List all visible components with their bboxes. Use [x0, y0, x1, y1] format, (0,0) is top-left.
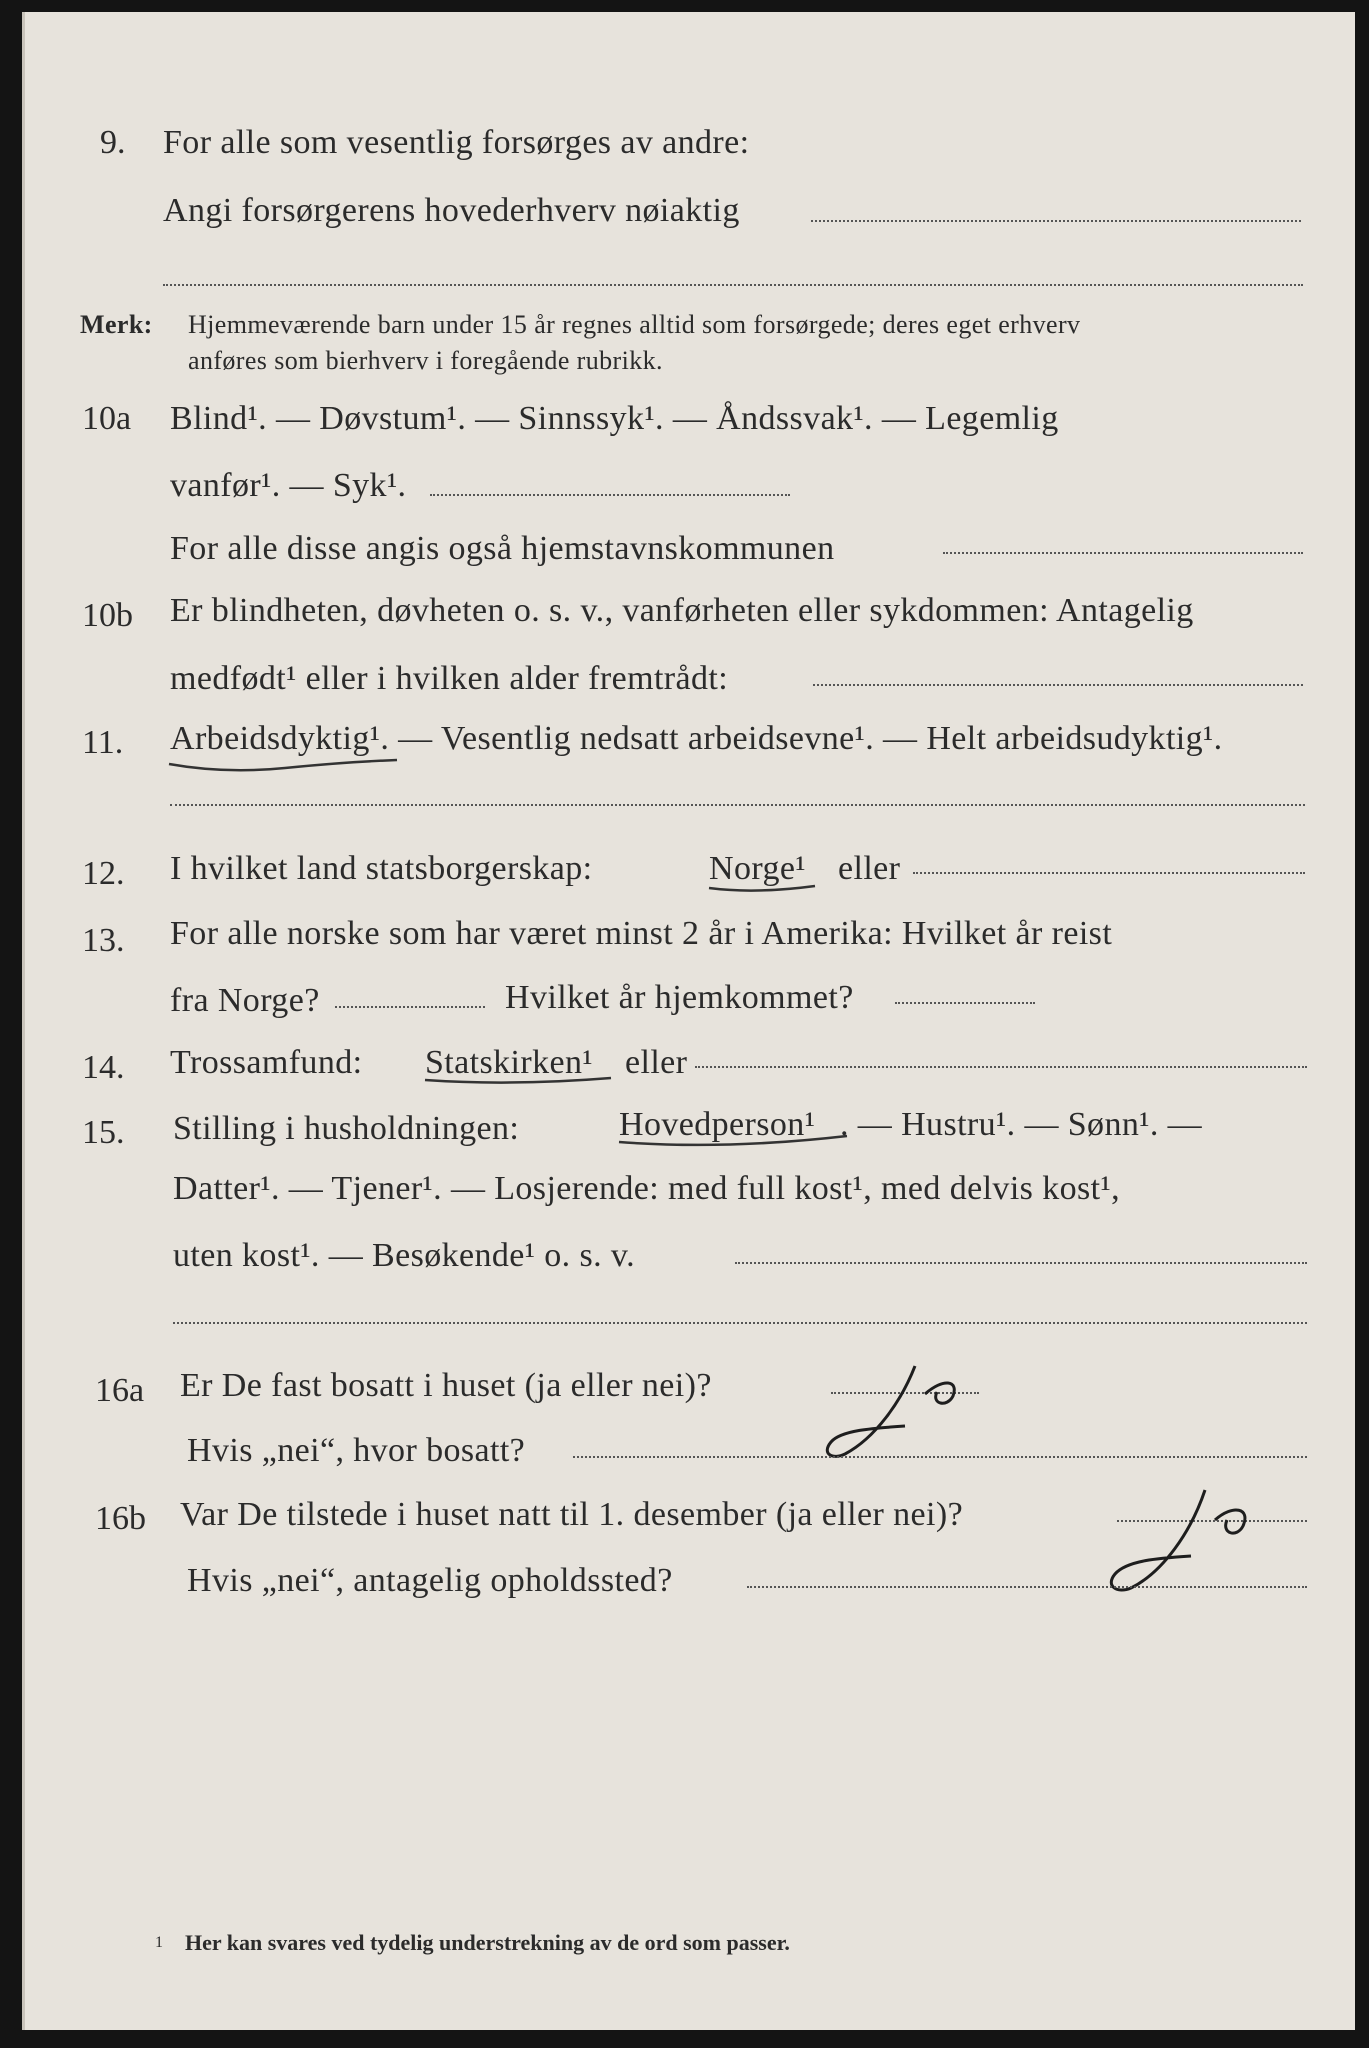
q13-line2b: Hvilket år hjemkommet? — [505, 979, 854, 1016]
q15-option-hovedperson[interactable]: Hovedperson¹ — [619, 1106, 816, 1143]
q14-pre: Trossamfund: — [170, 1044, 363, 1081]
q15-answer-field-2[interactable] — [173, 1322, 1307, 1324]
q14-option-statskirken[interactable]: Statskirken¹ — [425, 1044, 593, 1081]
q14-post: eller — [625, 1044, 688, 1081]
q15-rest1: . — Hustru¹. — Sønn¹. — — [840, 1106, 1203, 1143]
q10b-line2: medfødt¹ eller i hvilken alder fremtrådt: — [170, 660, 729, 697]
q10b-answer-field[interactable] — [813, 684, 1303, 686]
q15-pre: Stilling i husholdningen: — [173, 1110, 520, 1147]
q13-line2a: fra Norge? — [170, 982, 320, 1019]
q10a-line2: vanfør¹. — Syk¹. — [170, 467, 407, 504]
q11-underline-mark — [165, 734, 405, 774]
q16b-line1: Var De tilstede i huset natt til 1. desember (ja eller nei)? — [180, 1496, 964, 1533]
q16b-opholdssted-field[interactable] — [747, 1586, 1307, 1588]
q10a-line1: Blind¹. — Døvstum¹. — Sinnssyk¹. — Åndssvak¹. — Legemlig — [170, 400, 1059, 437]
q12-option-norge[interactable]: Norge¹ — [709, 850, 806, 887]
q9-answer-field-2[interactable] — [163, 284, 1303, 286]
q14-underline-mark — [421, 1064, 621, 1094]
census-form-page — [22, 12, 1355, 2030]
footnote-text: Her kan svares ved tydelig understrekning av de ord som passer. — [185, 1930, 790, 1955]
q11-number: 11. — [82, 724, 124, 761]
q11-answer-field[interactable] — [170, 804, 1305, 806]
q16b-number: 16b — [95, 1500, 146, 1537]
q16a-line2: Hvis „nei“, hvor bosatt? — [187, 1432, 526, 1469]
q9-number: 9. — [100, 124, 126, 161]
q16a-number: 16a — [95, 1372, 145, 1409]
q9-answer-field[interactable] — [811, 220, 1301, 222]
q16b-line2: Hvis „nei“, antagelig opholdssted? — [187, 1562, 673, 1599]
q12-underline-mark — [705, 870, 825, 900]
q10b-line1: Er blindheten, døvheten o. s. v., vanførheten eller sykdommen: Antagelig — [170, 592, 1194, 629]
q13-line1: For alle norske som har været minst 2 år i Amerika: Hvilket år reist — [170, 915, 1113, 952]
q15-line2: Datter¹. — Tjener¹. — Losjerende: med full kost¹, med delvis kost¹, — [173, 1170, 1120, 1207]
q10a-number: 10a — [82, 400, 132, 437]
merk-line1: Hjemmeværende barn under 15 år regnes alltid som forsørgede; deres eget erhverv — [188, 310, 1081, 339]
q9-line2: Angi forsørgerens hovederhverv nøiaktig — [163, 192, 740, 229]
q10a-syk-field[interactable] — [430, 494, 790, 496]
q14-number: 14. — [82, 1049, 125, 1086]
merk-label: Merk: — [80, 310, 153, 339]
q12-number: 12. — [82, 855, 125, 892]
q9-line1: For alle som vesentlig forsørges av andre: — [163, 124, 750, 161]
q12-answer-field[interactable] — [913, 872, 1305, 874]
q15-number: 15. — [82, 1114, 125, 1151]
merk-line2: anføres som bierhverv i foregående rubrikk. — [188, 346, 663, 375]
q12-post: eller — [838, 850, 901, 887]
q10a-line3: For alle disse angis også hjemstavnskommunen — [170, 530, 835, 567]
q16b-handwritten-answer — [1055, 1480, 1265, 1600]
q13-hjemkommet-field[interactable] — [895, 1002, 1035, 1004]
q10a-kommune-field[interactable] — [943, 552, 1303, 554]
q15-answer-field[interactable] — [735, 1262, 1307, 1264]
q16a-line1: Er De fast bosatt i huset (ja eller nei)? — [180, 1367, 712, 1404]
q16a-bosatt-field[interactable] — [573, 1456, 1307, 1458]
q10b-number: 10b — [82, 597, 133, 634]
q13-reist-field[interactable] — [335, 1006, 485, 1008]
q11-option-arbeidsdyktig[interactable]: Arbeidsdyktig — [170, 720, 370, 757]
q13-number: 13. — [82, 922, 125, 959]
q15-line3: uten kost¹. — Besøkende¹ o. s. v. — [173, 1237, 636, 1274]
q16a-handwritten-answer — [775, 1354, 975, 1464]
q12-pre: I hvilket land statsborgerskap: — [170, 850, 593, 887]
q14-answer-field[interactable] — [695, 1066, 1307, 1068]
footnote-mark: 1 — [155, 1934, 163, 1951]
q11-rest: ¹. — Vesentlig nedsatt arbeidsevne¹. — Helt arbeidsudyktig¹. — [369, 720, 1223, 757]
q15-underline-mark — [615, 1126, 855, 1156]
